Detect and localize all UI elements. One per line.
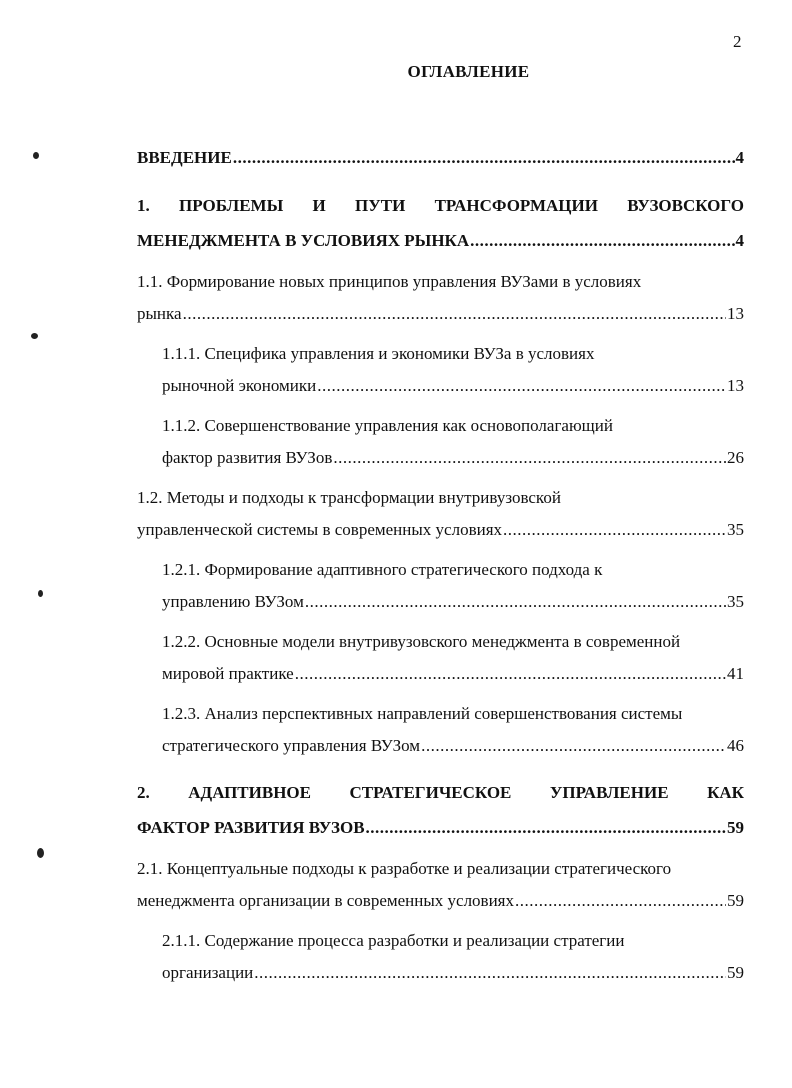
toc-entry-text: 2.1. Концептуальные подходы к разработке и реализации стратегического xyxy=(137,859,672,878)
dot-leader xyxy=(295,658,726,690)
table-of-contents xyxy=(137,140,744,989)
toc-entry-text: 1.2.1. Формирование адаптивного стратегического подхода к xyxy=(162,560,603,579)
dot-leader xyxy=(366,810,726,845)
toc-entry xyxy=(137,338,744,402)
toc-entry-text: 2. АДАПТИВНОЕ СТРАТЕГИЧЕСКОЕ УПРАВЛЕНИЕ КАК xyxy=(137,783,744,802)
toc-entry-text: стратегического управления ВУЗом xyxy=(162,736,421,755)
toc-entry-last-line xyxy=(137,223,744,258)
toc-entry xyxy=(137,554,744,618)
toc-entry xyxy=(137,626,744,690)
toc-page-number: 4 xyxy=(735,148,744,167)
toc-entry-text: 1.2.3. Анализ перспективных направлений совершенствования системы xyxy=(162,704,683,723)
toc-entry-last-line xyxy=(137,810,744,845)
toc-entry-text: управлению ВУЗом xyxy=(162,592,304,611)
toc-entry-text: 1.1. Формирование новых принципов управления ВУЗами в условиях xyxy=(137,272,642,291)
page-number: 2 xyxy=(733,32,742,51)
toc-page-number: 13 xyxy=(727,376,744,395)
toc-entry-last-line xyxy=(162,370,744,402)
scan-speck xyxy=(38,590,43,597)
toc-entry-last-line xyxy=(137,298,744,330)
toc-page-number: 59 xyxy=(727,891,744,910)
toc-entry-last-line xyxy=(162,730,744,762)
toc-entry-text: фактор развития ВУЗов xyxy=(162,448,333,467)
toc-entry xyxy=(137,482,744,546)
toc-page-number: 59 xyxy=(727,818,744,837)
dot-leader xyxy=(233,140,735,175)
dot-leader xyxy=(183,298,726,330)
toc-page-number: 13 xyxy=(727,304,744,323)
toc-entry-text: управленческой системы в современных условиях xyxy=(137,520,503,539)
toc-entry-last-line xyxy=(162,957,744,989)
toc-entry-text: мировой практике xyxy=(162,664,294,683)
toc-entry-text: организации xyxy=(162,963,254,982)
toc-entry-last-line xyxy=(137,885,744,917)
toc-entry-text: 1. ПРОБЛЕМЫ И ПУТИ ТРАНСФОРМАЦИИ ВУЗОВСКОГО xyxy=(137,196,744,215)
toc-entry xyxy=(137,188,744,258)
dot-leader xyxy=(305,586,726,618)
scan-speck xyxy=(31,333,38,339)
toc-entry-last-line xyxy=(137,514,744,546)
toc-entry-last-line xyxy=(162,586,744,618)
toc-entry-text: 2.1.1. Содержание процесса разработки и реализации стратегии xyxy=(162,931,625,950)
toc-entry xyxy=(137,266,744,330)
toc-page-number: 46 xyxy=(727,736,744,755)
dot-leader xyxy=(503,514,726,546)
toc-page-number: 26 xyxy=(727,448,744,467)
dot-leader xyxy=(421,730,726,762)
toc-entry-text: 1.2. Методы и подходы к трансформации внутривузовской xyxy=(137,488,561,507)
toc-page-number: 59 xyxy=(727,963,744,982)
toc-entry-text: рынка xyxy=(137,304,182,323)
dot-leader xyxy=(515,885,726,917)
toc-page-number: 41 xyxy=(727,664,744,683)
toc-page-number: 35 xyxy=(727,592,744,611)
toc-entry xyxy=(137,698,744,762)
toc-page-number: 35 xyxy=(727,520,744,539)
toc-entry-text: рыночной экономики xyxy=(162,376,317,395)
toc-entry-text: 1.2.2. Основные модели внутривузовского менеджмента в современной xyxy=(162,632,681,651)
toc-entry xyxy=(137,853,744,917)
scan-speck xyxy=(37,848,44,858)
page-title: ОГЛАВЛЕНИЕ xyxy=(407,62,530,81)
toc-entry-last-line xyxy=(162,442,744,474)
toc-entry-last-line xyxy=(162,658,744,690)
toc-entry-text: ВВЕДЕНИЕ xyxy=(137,148,232,167)
toc-entry-text: МЕНЕДЖМЕНТА В УСЛОВИЯХ РЫНКА xyxy=(137,231,470,250)
toc-entry xyxy=(137,775,744,845)
toc-entry-text: менеджмента организации в современных условиях xyxy=(137,891,515,910)
toc-entry xyxy=(137,410,744,474)
dot-leader xyxy=(333,442,726,474)
dot-leader xyxy=(317,370,726,402)
toc-page-number: 4 xyxy=(735,231,744,250)
toc-entry-text: 1.1.2. Совершенствование управления как основополагающий xyxy=(162,416,613,435)
toc-entry-text: ФАКТОР РАЗВИТИЯ ВУЗОВ xyxy=(137,818,365,837)
scan-speck xyxy=(33,152,39,159)
dot-leader xyxy=(254,957,726,989)
toc-entry xyxy=(137,140,744,175)
toc-entry-last-line xyxy=(137,140,744,175)
dot-leader xyxy=(470,223,734,258)
toc-entry-text: 1.1.1. Специфика управления и экономики ВУЗа в условиях xyxy=(162,344,595,363)
toc-entry xyxy=(137,925,744,989)
